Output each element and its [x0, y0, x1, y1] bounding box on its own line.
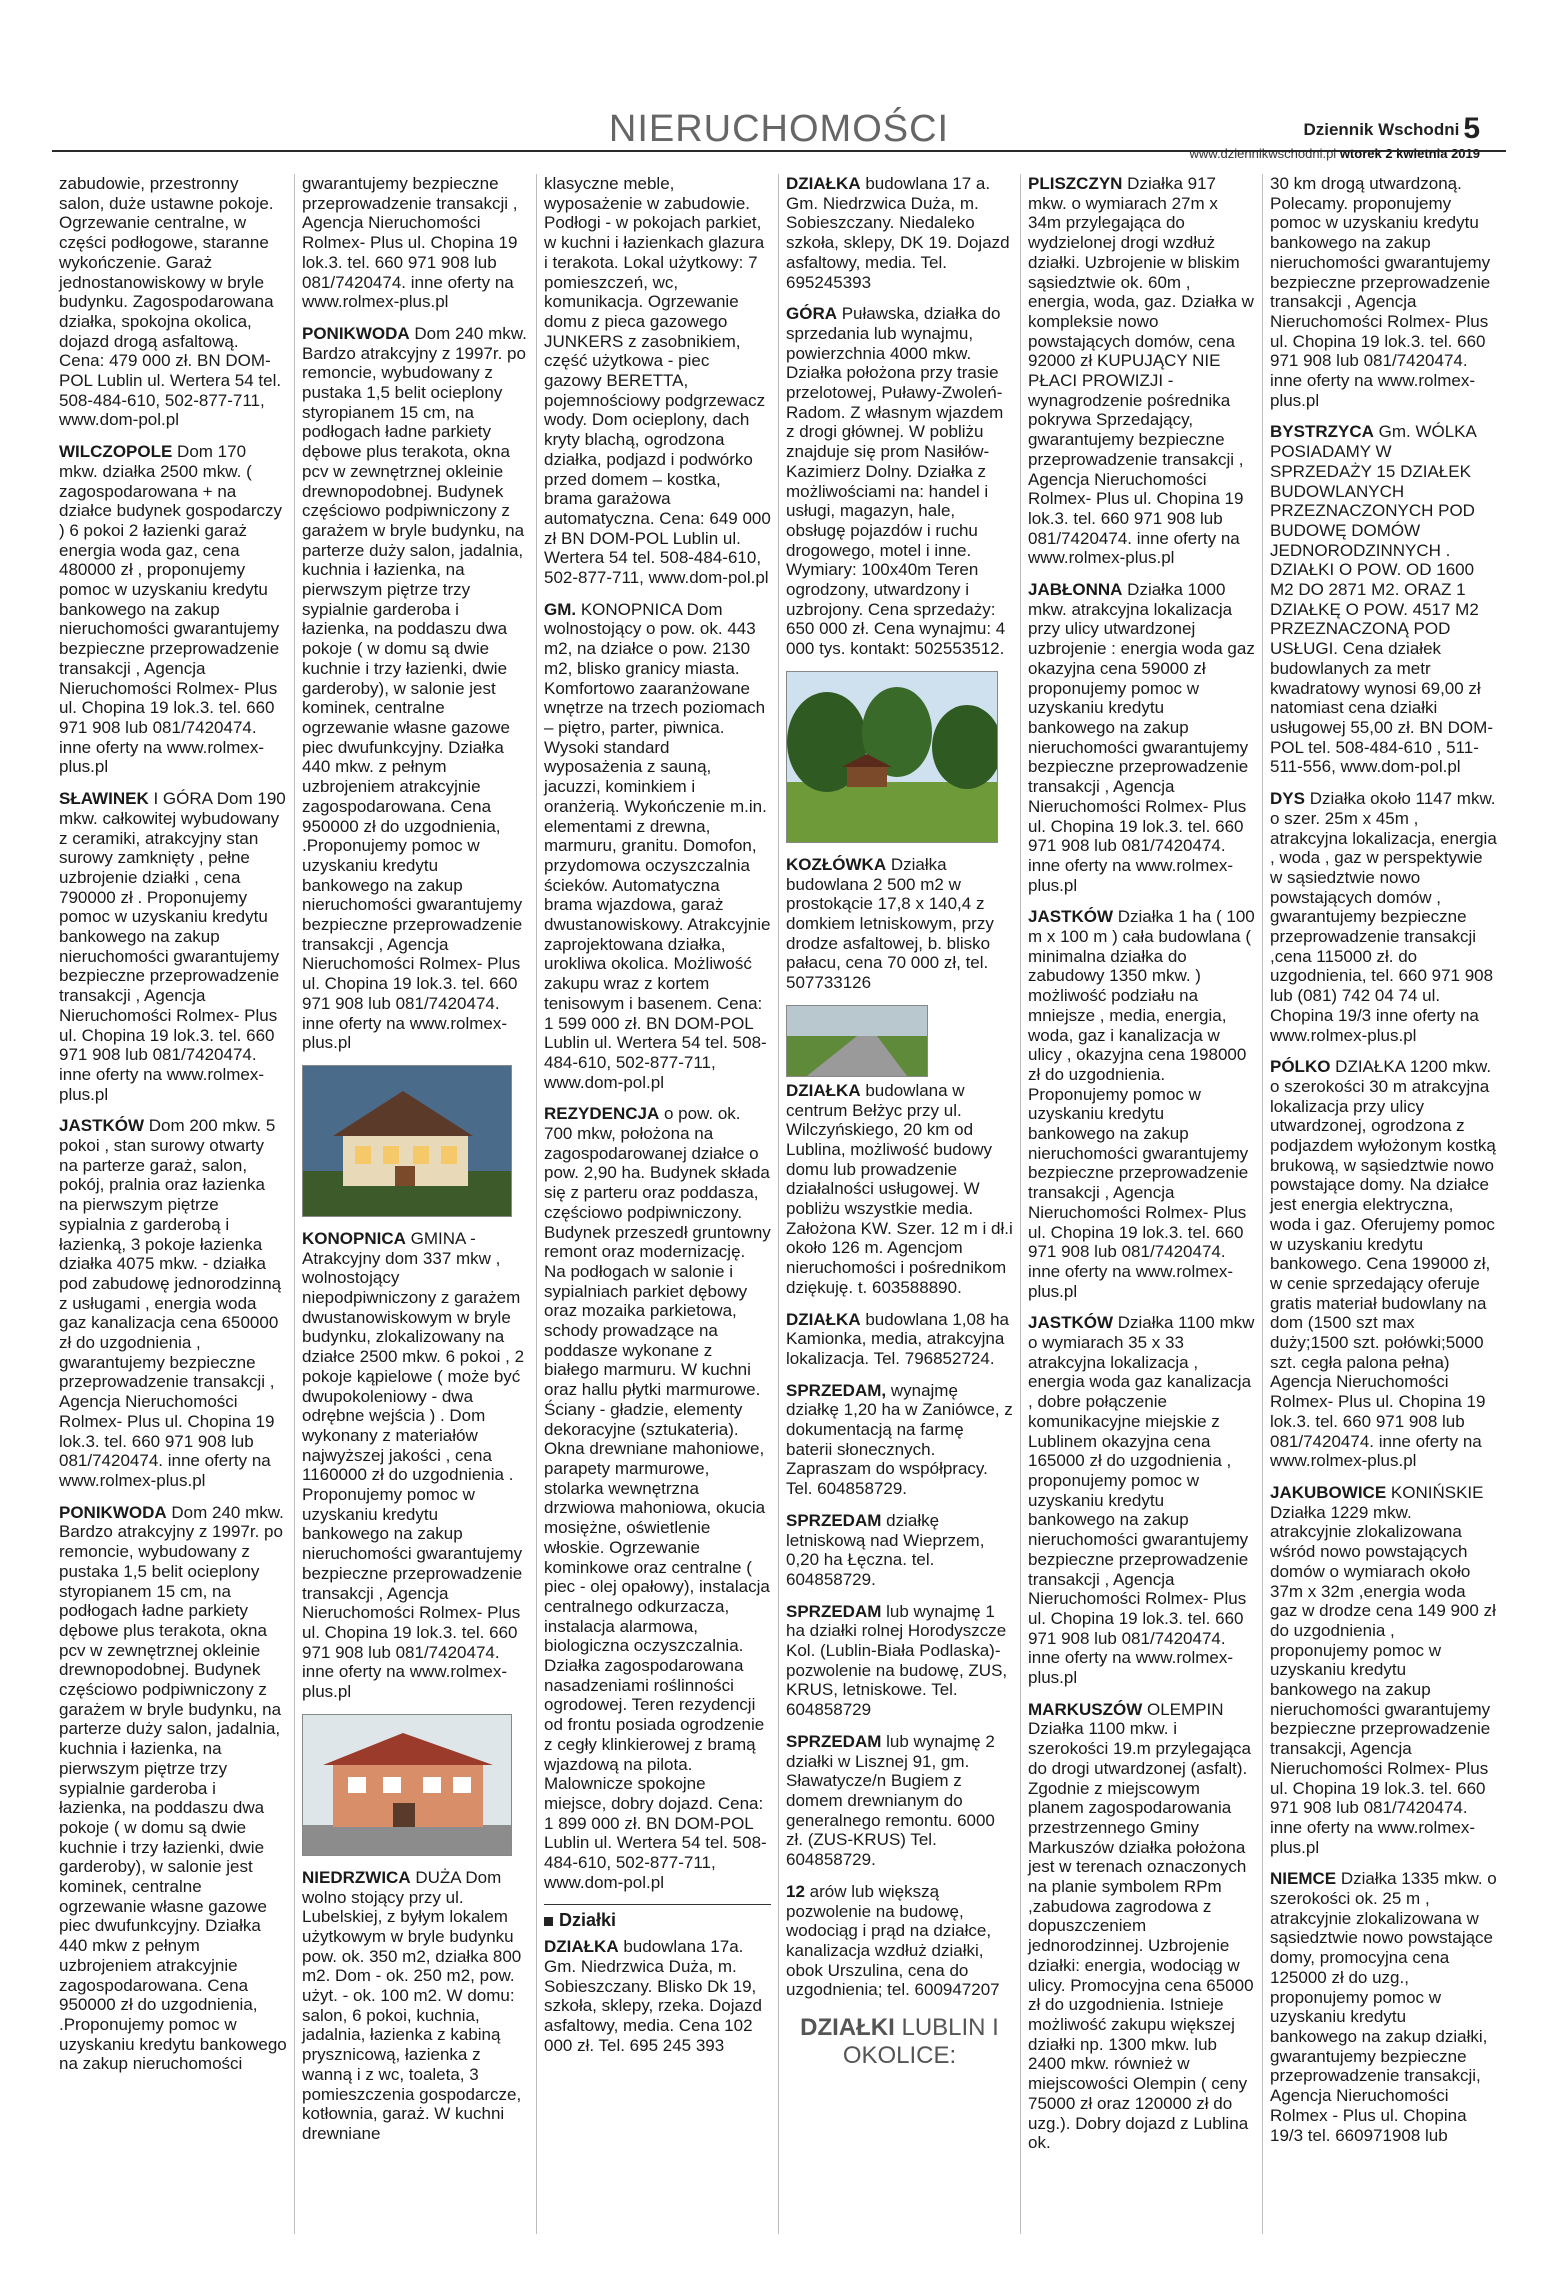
column-6 [1262, 174, 1504, 2234]
listing: JASTKÓW Działka 1 ha ( 100 m x 100 m ) cała budowlana ( minimalna działka do zabudowy 1350 mkw. ) możliwość podziału na mniejsze , media, energia, woda, gaz i kanalizacja w ulicy , okazyjna cena 198000 zł do uzgodnienia. Proponujemy pomoc w uzyskaniu kredytu bankowego na zakup nieruchomości gwarantujemy bezpieczne przeprowadzenie transakcji , Agencja Nieruchomości Rolmex- Plus ul. Chopina 19 lok.3. tel. 660 971 908 lub 081/7420474. inne oferty na www.rolmex-plus.pl [1028, 907, 1255, 1301]
column-1 [52, 174, 294, 2234]
paper-name: Dziennik Wschodni [1303, 120, 1460, 139]
listing: KONOPNICA GMINA - Atrakcyjny dom 337 mkw , wolnostojący niepodpiwniczony z garażem dwustanowiskowym w bryle budynku, zlokalizowany na działce 2500 mkw. 6 pokoi , 2 pokoje kąpielowe ( może być dwupokoleniowy - dwa odrębne wejścia ) . Dom wykonany z materiałów najwyższej jakości , cena 1160000 zł do uzgodnienia . Proponujemy pomoc w uzyskaniu kredytu bankowego na zakup nieruchomości gwarantujemy bezpieczne przeprowadzenie transakcji , Agencja Nieruchomości Rolmex- Plus ul. Chopina 19 lok.3. tel. 660 971 908 lub 081/7420474. inne oferty na www.rolmex-plus.pl [302, 1228, 525, 1702]
listing: PÓLKO DZIAŁKA 1200 mkw. o szerokości 30 m atrakcyjna lokalizacja przy ulicy utwardzonej, ogrodzona z podjazdem wyłożonym kostką brukową, w sąsiedztwie nowo powstające domy. Na działce jest energia elektryczna, woda i gaz. Oferujemy pomoc w uzyskaniu kredytu bankowego. Cena 199000 zł, w cenie sprzedający oferuje gratis materiał budowlany na dom (1500 szt max duży;1500 szt. połówki;5000 szt. cegła palona pełna) Agencja Nieruchomości Rolmex- Plus ul. Chopina 19 lok.3. tel. 660 971 908 lub 081/7420474. inne oferty na www.rolmex-plus.pl [1270, 1057, 1496, 1471]
issue-date: wtorek 2 kwietnia 2019 [1339, 146, 1480, 161]
listing: DZIAŁKA budowlana w centrum Bełżyc przy ul. Wilczyńskiego, 20 km od Lublina, możliwość budowy domu lub prowadzenie działalności usługowej. W pobliżu wszystkie media. Założona KW. Szer. 12 m i dł.i około 126 m. Agencjom nieruchomości i pośrednikom dziękuję. t. 603588890. [786, 1080, 1013, 1297]
listing: 12 arów lub większą pozwolenie na budowę, wodociąg i prąd na działce, kanalizacja wzdłuż działki, obok Urszulina, cena do uzgodnienia; tel. 600947207 [786, 1881, 1000, 2000]
listing: klasyczne meble, wyposażenie w zabudowie. Podłogi - w pokojach parkiet, w kuchni i łazienkach glazura i terakota. Lokal użytkowy: 7 pomieszczeń, wc, komunikacja. Ogrzewanie domu z pieca gazowego JUNKERS z zasobnikiem, część użytkowa - piec gazowy BERETTA, pojemnościowy podgrzewacz wody. Dom ocieplony, dach kryty blachą, ogrodzona działka, podjazd i podwórko przed domem – kostka, brama garażowa automatyczna. Cena: 649 000 zł BN DOM-POL Lublin ul. Wertera 54 tel. 508-484-610, 502-877-711, www.dom-pol.pl [544, 174, 771, 588]
listing: REZYDENCJA o pow. ok. 700 mkw, położona na zagospodarowanej działce o pow. 2,90 ha. Budynek składa się z parteru oraz poddasza, częściowo podpiwniczony. Budynek przeszedł gruntowny remont oraz modernizację. Na podłogach w salonie i sypialniach parkiet dębowy oraz mozaika parkietowa, schody prowadzące na poddasze wykonane z białego marmuru. W kuchni oraz hallu płytki marmurowe. Ściany - gładzie, elementy dekoracyjne (sztukateria). Okna drewniane mahoniowe, parapety marmurowe, stolarka wewnętrzna drzwiowa mahoniowa, okucia mosiężne, oświetlenie włoskie. Ogrzewanie kominkowe oraz centralne ( piec - olej opałowy), instalacja centralnego odkurzacza, instalacja alarmowa, biologiczna oczyszczalnia. Działka zagospodarowana nasadzeniami roślinności ogrodowej. Teren rezydencji od frontu posiada ogrodzenie z cegły klinkierowej z bramą wjazdową na pilota. Malownicze spokojne miejsce, dobry dojazd. Cena: 1 899 000 zł. BN DOM-POL Lublin ul. Wertera 54 tel. 508-484-610, 502-877-711, www.dom-pol.pl [544, 1104, 771, 1892]
website-link[interactable]: www.dziennikwschodni.pl [1189, 146, 1337, 161]
listing: SPRZEDAM, wynajmę działkę 1,20 ha w Zaniówce, z dokumentacją na farmę baterii słonecznych. Zapraszam do współpracy. Tel. 604858729. [786, 1380, 1013, 1499]
column-3 [536, 174, 778, 2234]
plot-photo [786, 671, 998, 843]
header-rule [52, 150, 1506, 152]
page-header [0, 0, 1558, 161]
listing: NIEMCE Działka 1335 mkw. o szerokości ok. 25 m , atrakcyjnie zlokalizowana w sąsiedztwie nowo powstające domy, promocyjna cena 125000 zł do uzg., proponujemy pomoc w uzyskaniu kredytu bankowego na zakup działki, gwarantujemy bezpieczne przeprowadzenie transakcji, Agencja Nieruchomości Rolmex - Plus ul. Chopina 19/3 tel. 660971908 lub [1270, 1869, 1497, 2145]
listing: GÓRA Puławska, działka do sprzedania lub wynajmu, powierzchnia 4000 mkw. Działka położona przy trasie przelotowej, Puławy-Zwoleń-Radom. Z własnym wjazdem z drogi głównej. W pobliżu znajduje się prom Nasiłów-Kazimierz Dolny. Działka z możliwościami na: handel i usługi, magazyn, hale, obsługę pojazdów i ruchu drogowego, motel i inne. Wymiary: 100x40m Teren ogrodzony, utwardzony i uzbrojony. Cena sprzedaży: 650 000 zł. Cena wynajmu: 4 000 tys. kontakt: 502553512. [786, 304, 1006, 659]
category-heading: DZIAŁKI LUBLIN I OKOLICE: [800, 2014, 999, 2070]
listing: DYS Działka około 1147 mkw. o szer. 25m x 45m , atrakcyjna lokalizacja, energia , woda , gaz w perspektywie w sąsiedztwie nowo powstających domów , gwarantujemy bezpieczne przeprowadzenie transakcji ,cena 115000 zł. do uzgodnienia, tel. 660 971 908 lub (081) 742 04 74 ul. Chopina 19/3 inne oferty na www.rolmex-plus.pl [1270, 789, 1497, 1045]
listing: SPRZEDAM lub wynajmę 2 działki w Lisznej 91, gm. Sławatycze/n Bugiem z domem drewnianym do generalnego remontu. 6000 zł. (ZUS-KRUS) Tel. 604858729. [786, 1731, 995, 1870]
listing: JAKUBOWICE KONIŃSKIE Działka 1229 mkw. atrakcyjnie zlokalizowana wśród nowo powstających domów o wymiarach około 37m x 32m ,energia woda gaz w drodze cena 149 900 zł do uzgodnienia , proponujemy pomoc w uzyskaniu kredytu bankowego na zakup nieruchomości gwarantujemy bezpieczne przeprowadzenie transakcji, Agencja Nieruchomości Rolmex- Plus ul. Chopina 19 lok.3. tel. 660 971 908 lub 081/7420474. inne oferty na www.rolmex-plus.pl [1270, 1483, 1496, 1857]
listing: PONIKWODA Dom 240 mkw. Bardzo atrakcyjny z 1997r. po remoncie, wybudowany z pustaka 1,5 belit ocieplony styropianem 15 cm, na podłogach ładne parkiety dębowe plus terakota, okna pcv w zewnętrznej okleinie drewnopodobnej. Budynek częściowo podpiwniczony z garażem w bryle budynku, na parterze duży salon, jadalnia, kuchnia i łazienka, na pierwszym piętrze trzy sypialnie garderoba i łazienka, na poddaszu dwa pokoje ( w domu są dwie kuchnie i trzy łazienki, dwie garderoby), w salonie jest kominek, centralne ogrzewanie własne gazowe piec dwufunkcyjny. Działka 440 mkw. z pełnym uzbrojeniem atrakcyjnie zagospodarowana. Cena 950000 zł do uzgodnienia, .Proponujemy pomoc w uzyskaniu kredytu bankowego na zakup nieruchomości gwarantujemy bezpieczne przeprowadzenie transakcji , Agencja Nieruchomości Rolmex- Plus ul. Chopina 19 lok.3. tel. 660 971 908 lub 081/7420474. inne oferty na www.rolmex-plus.pl [302, 323, 527, 1053]
listing: JASTKÓW Działka 1100 mkw o wymiarach 35 x 33 atrakcyjna lokalizacja , energia woda gaz kanalizacja , dobre połączenie komunikacyjne miejskie z Lublinem okazyjna cena 165000 zł do uzgodnienia , proponujemy pomoc w uzyskaniu kredytu bankowego na zakup nieruchomości gwarantujemy bezpieczne przeprowadzenie transakcji , Agencja Nieruchomości Rolmex- Plus ul. Chopina 19 lok.3. tel. 660 971 908 lub 081/7420474. inne oferty na www.rolmex-plus.pl [1028, 1313, 1255, 1688]
listing: SPRZEDAM działkę letniskową nad Wieprzem, 0,20 ha Łęczna. tel. 604858729. [786, 1510, 985, 1589]
listing: NIEDRZWICA DUŻA Dom wolno stojący przy ul. Lubelskiej, z byłym lokalem użytkowym w bryle budynku pow. ok. 350 m2, działka 800 m2. Dom - ok. 250 m2, pow. użyt. - ok. 100 m2. W domu: salon, 6 pokoi, kuchnia, jadalnia, łazienka z kabiną prysznicową, łazienka z wanną i z wc, toaleta, 3 pomieszczenia gospodarcze, kotłownia, garaż. W kuchni drewniane [302, 1867, 522, 2143]
listing: KOZŁÓWKA Działka budowlana 2 500 m2 w prostokącie 17,8 x 140,4 z domkiem letniskowym, przy drodze asfaltowej, b. blisko pałacu, cena 70 000 zł, tel. 507733126 [786, 854, 994, 993]
section-title: NIERUCHOMOŚCI [608, 108, 950, 150]
classifieds-columns [52, 174, 1506, 2234]
listing: SPRZEDAM lub wynajmę 1 ha działki rolnej Horodyszcze Kol. (Lublin-Biała Podlaska)-pozwolenie na budowę, ZUS, KRUS, letniskowe. Tel. 604858729 [786, 1601, 1008, 1720]
section-heading: Działki [544, 1904, 771, 1931]
listing: SŁAWINEK I GÓRA Dom 190 mkw. całkowitej wybudowany z ceramiki, atrakcyjny stan surowy zamknięty , pełne uzbrojenie działki , cena 790000 zł . Proponujemy pomoc w uzyskaniu kredytu bankowego na zakup nieruchomości gwarantujemy bezpieczne przeprowadzenie transakcji , Agencja Nieruchomości Rolmex- Plus ul. Chopina 19 lok.3. tel. 660 971 908 lub 081/7420474. inne oferty na www.rolmex-plus.pl [59, 789, 286, 1104]
listing: WILCZOPOLE Dom 170 mkw. działka 2500 mkw. ( zagospodarowana + na działce budynek gospodarczy ) 6 pokoi 2 łazienki garaż energia woda gaz, cena 480000 zł , proponujemy pomoc w uzyskaniu kredytu bankowego na zakup nieruchomości gwarantujemy bezpieczne przeprowadzenie transakcji , Agencja Nieruchomości Rolmex- Plus ul. Chopina 19 lok.3. tel. 660 971 908 lub 081/7420474. inne oferty na www.rolmex-plus.pl [59, 442, 283, 777]
listing: DZIAŁKA budowlana 17 a. Gm. Niedrzwica Duża, m. Sobieszczany. Niedaleko szkoła, sklepy, DK 19. Dojazd asfaltowy, media. Tel. 695245393 [786, 174, 1010, 292]
listing: 30 km drogą utwardzoną. Polecamy. proponujemy pomoc w uzyskaniu kredytu bankowego na zakup nieruchomości gwarantujemy bezpieczne przeprowadzenie transakcji , Agencja Nieruchomości Rolmex- Plus ul. Chopina 19 lok.3. tel. 660 971 908 lub 081/7420474. inne oferty na www.rolmex-plus.pl [1270, 174, 1491, 410]
plot-photo [786, 1005, 928, 1077]
listing: DZIAŁKA budowlana 1,08 ha Kamionka, media, atrakcyjna lokalizacja. Tel. 796852724. [786, 1309, 1010, 1368]
listing: JABŁONNA Działka 1000 mkw. atrakcyjna lokalizacja przy ulicy utwardzonej uzbrojenie : energia woda gaz okazyjna cena 59000 zł proponujemy pomoc w uzyskaniu kredytu bankowego na zakup nieruchomości gwarantujemy bezpieczne przeprowadzenie transakcji , Agencja Nieruchomości Rolmex- Plus ul. Chopina 19 lok.3. tel. 660 971 908 lub 081/7420474. inne oferty na www.rolmex-plus.pl [1028, 580, 1255, 895]
masthead [1190, 112, 1481, 161]
column-4 [778, 174, 1020, 2234]
house-photo [302, 1065, 512, 1217]
listing: PLISZCZYN Działka 917 mkw. o wymiarach 27m x 34m przylegająca do wydzielonej drogi wzdłuż działki. Uzbrojenie w bliskim sąsiedztwie ok. 60m , energia, woda, gaz. Działka w kompleksie nowo powstających domów, cena 92000 zł KUPUJĄCY NIE PŁACI PROWIZJI -wynagrodzenie pośrednika pokrywa Sprzedający, gwarantujemy bezpieczne przeprowadzenie transakcji , Agencja Nieruchomości Rolmex- Plus ul. Chopina 19 lok.3. tel. 660 971 908 lub 081/7420474. inne oferty na www.rolmex-plus.pl [1028, 174, 1254, 568]
listing: GM. KONOPNICA Dom wolnostojący o pow. ok. 443 m2, na działce o pow. 2130 m2, blisko granicy miasta. Komfortowo zaaranżowane wnętrze na trzech poziomach – piętro, parter, piwnica. Wysoki standard wyposażenia z sauną, jacuzzi, kominkiem i oranżerią. Wykończenie m.in. elementami z drewna, marmuru, granitu. Domofon, przydomowa oczyszczalnia ścieków. Automatyczna brama wjazdowa, garaż dwustanowiskowy. Atrakcyjnie zaprojektowana działka, urokliwa okolica. Możliwość zakupu wraz z kortem tenisowym i basenem. Cena: 1 599 000 zł. BN DOM-POL Lublin ul. Wertera 54 tel. 508-484-610, 502-877-711, www.dom-pol.pl [544, 599, 771, 1092]
listing: DZIAŁKA budowlana 17a. Gm. Niedrzwica Duża, m. Sobieszczany. Blisko Dk 19, szkoła, sklepy, rzeka. Dojazd asfaltowy, media. Cena 102 000 zł. Tel. 695 245 393 [544, 1937, 762, 2055]
square-icon [544, 1917, 553, 1926]
listing: JASTKÓW Dom 200 mkw. 5 pokoi , stan surowy otwarty na parterze garaż, salon, pokój, pralnia oraz łazienka na pierwszym piętrze sypialnia z garderobą i łazienką, 3 pokoje łazienka działka 4075 mkw. - działka pod zabudowę jednorodzinną z usługami , energia woda gaz kanalizacja cena 650000 zł do uzgodnienia , gwarantujemy bezpieczne przeprowadzenie transakcji , Agencja Nieruchomości Rolmex- Plus ul. Chopina 19 lok.3. tel. 660 971 908 lub 081/7420474. inne oferty na www.rolmex-plus.pl [59, 1116, 282, 1490]
listing: zabudowie, przestronny salon, duże ustawne pokoje. Ogrzewanie centralne, w części podłogowe, staranne wykończenie. Garaż jednostanowiskowy w bryle budynku. Zagospodarowana działka, spokojna okolica, dojazd drogą asfaltową. Cena: 479 000 zł. BN DOM-POL Lublin ul. Wertera 54 tel. 508-484-610, 502-877-711, www.dom-pol.pl [59, 174, 282, 430]
column-5 [1020, 174, 1262, 2234]
listing: MARKUSZÓW OLEMPIN Działka 1100 mkw. i szerokości 19.m przylegająca do drogi utwardzonej (asfalt). Zgodnie z miejscowym planem zagospodarowania przestrzennego Gminy Markuszów działka położona jest w terenach oznaczonych na planie symbolem RPm ,zabudowa zagrodowa z dopuszczeniem jednorodzinnej. Uzbrojenie działki: energia, wodociąg w ulicy. Promocyjna cena 65000 zł do uzgodnienia. Istnieje możliwość zakupu większej działki np. 1300 mkw. lub 2400 mkw. również w miejscowości Olempin ( ceny 75000 zł oraz 120000 zł do uzg.). Dobry dojazd z Lublina ok. [1028, 1699, 1254, 2153]
house-photo [302, 1714, 512, 1856]
listing: PONIKWODA Dom 240 mkw. Bardzo atrakcyjny z 1997r. po remoncie, wybudowany z pustaka 1,5 belit ocieplony styropianem 15 cm, na podłogach ładne parkiety dębowe plus terakota, okna pcv w zewnętrznej okleinie drewnopodobnej. Budynek częściowo podpiwniczony z garażem w bryle budynku, na parterze duży salon, jadalnia, kuchnia i łazienka, na pierwszym piętrze trzy sypialnie garderoba i łazienka, na poddaszu dwa pokoje ( w domu są dwie kuchnie i trzy łazienki, dwie garderoby), w salonie jest kominek, centralne ogrzewanie własne gazowe piec dwufunkcyjny. Działka 440 mkw z pełnym uzbrojeniem atrakcyjnie zagospodarowana. Cena 950000 zł do uzgodnienia, .Proponujemy pomoc w uzyskaniu kredytu bankowego na zakup nieruchomości [59, 1502, 287, 2074]
page-number: 5 [1463, 112, 1480, 145]
listing: BYSTRZYCA Gm. WÓLKA POSIADAMY W SPRZEDAŻY 15 DZIAŁEK BUDOWLANYCH PRZEZNACZONYCH POD BUDOWĘ DOMÓW JEDNORODZINNYCH . DZIAŁKI O POW. OD 1600 M2 DO 2871 M2. ORAZ 1 DZIAŁKĘ O POW. 4517 M2 PRZEZNACZONĄ POD USŁUGI. Cena działek budowlanych za metr kwadratowy wynosi 69,00 zł natomiast cena działki usługowej 55,00 zł. BN DOM-POL tel. 508-484-610 , 511-511-556, www.dom-pol.pl [1270, 422, 1493, 777]
column-2 [294, 174, 536, 2234]
listing: gwarantujemy bezpieczne przeprowadzenie transakcji , Agencja Nieruchomości Rolmex- Plus ul. Chopina 19 lok.3. tel. 660 971 908 lub 081/7420474. inne oferty na www.rolmex-plus.pl [302, 174, 518, 312]
